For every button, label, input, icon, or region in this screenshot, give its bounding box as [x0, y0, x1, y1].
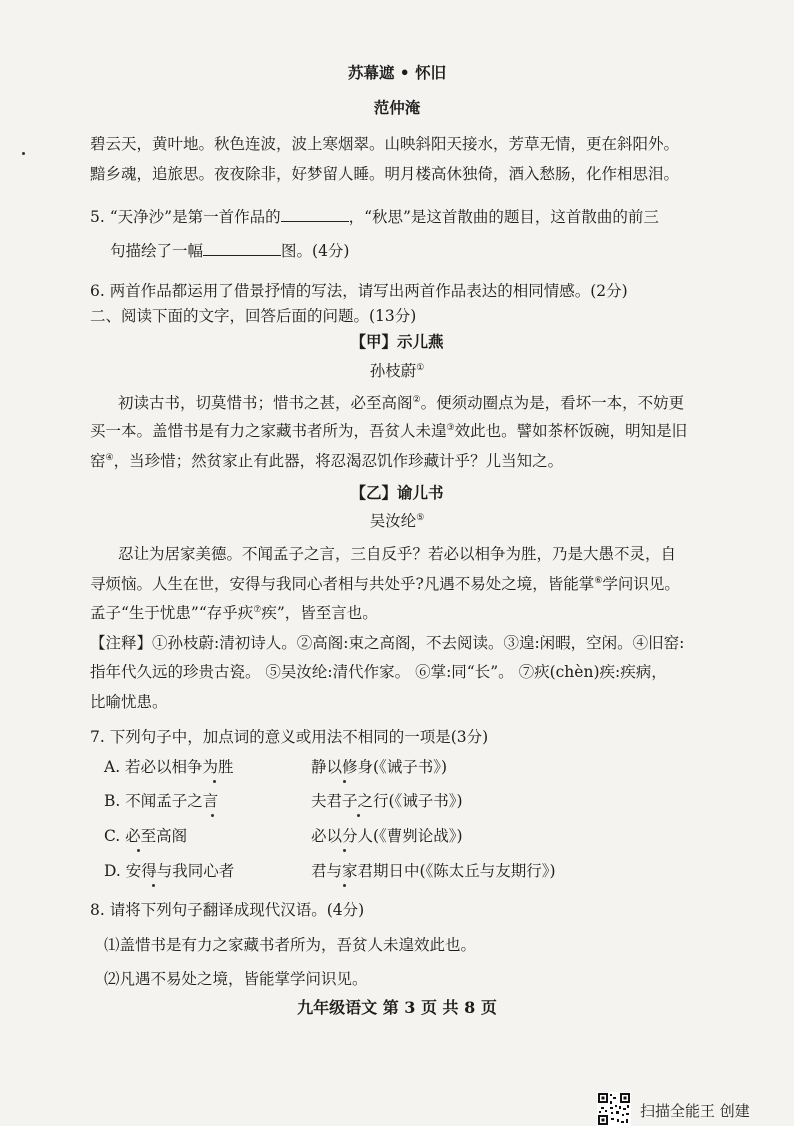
poem-line-1: 碧云天，黄叶地。秋色连波，波上寒烟翠。山映斜阳天接水，芳草无情，更在斜阳外。 [90, 135, 680, 153]
jia-p2-note: ③ [446, 422, 455, 433]
scan-speck [22, 152, 25, 155]
notes-line-1: 【注释】①孙枝蔚:清初诗人。②高阁:束之高阁，不去阅读。③遑:闲暇，空闲。④旧窑: [90, 634, 685, 652]
poem-author: 范仲淹 [373, 98, 421, 117]
q5-text-1: 5. “天净沙”是第一首作品的 [90, 208, 281, 226]
q5-text-3: 句描绘了一幅 [110, 242, 204, 260]
jia-p2-b: 效此也。譬如茶杯饭碗，明知是旧 [454, 422, 688, 440]
jia-paragraph-line-1 [118, 393, 684, 413]
question-5-line-1 [90, 207, 659, 227]
notes-line-2: 指年代久远的珍贵古瓷。 ⑤吴汝纶:清代作家。 ⑥掌:同“长”。 ⑦疢(chèn)疾:疾病， [90, 663, 667, 681]
yi-p2-b: 学问识见。 [602, 575, 680, 593]
question-8-stem: 8. 请将下列句子翻译成现代汉语。(4分) [90, 901, 365, 919]
jia-paragraph-line-2 [90, 421, 687, 441]
emphasis-dot [137, 849, 140, 852]
q7-option-a-compare: 静以修身(《诫子书》) [311, 758, 448, 776]
q5-text-2: ，“秋思”是这首散曲的题目，这首散曲的前三 [348, 208, 659, 226]
passage-jia-title: 【甲】示儿燕 [350, 332, 444, 351]
jia-author-note: ① [416, 362, 425, 373]
qr-code-icon [597, 1092, 631, 1126]
q7-option-d-label[interactable]: D. 安得与我同心者 [104, 862, 235, 880]
jia-p1-a: 初读古书，切莫惜书；惜书之甚，必至高阁 [118, 394, 413, 412]
yi-p2-note: ⑥ [594, 575, 603, 586]
question-5-line-2 [110, 241, 349, 261]
jia-p3-note: ④ [105, 452, 114, 463]
yi-paragraph-line-1: 忍让为居家美德。不闻孟子之言，三自反乎？若必以相争为胜，乃是大愚不灵，自 [118, 545, 677, 563]
yi-p2-a: 寻烦恼。人生在世，安得与我同心者相与共处乎?凡遇不易处之境，皆能掌 [90, 575, 595, 593]
q5-text-4: 图。(4分) [281, 242, 350, 260]
passage-jia-author [0, 361, 794, 381]
q7-option-c-compare: 必以分人(《曹刿论战》) [311, 827, 463, 845]
emphasis-dot [213, 780, 216, 783]
emphasis-dot [343, 780, 346, 783]
jia-p1-note: ② [412, 394, 421, 405]
emphasis-dot [211, 814, 214, 817]
yi-author-note: ⑤ [416, 512, 425, 523]
scanner-watermark: 扫描全能王 创建 [640, 1102, 750, 1120]
jia-p3-a: 窑 [90, 452, 106, 470]
question-6: 6. 两首作品都运用了借景抒情的写法，请写出两首作品表达的相同情感。(2分) [90, 282, 628, 300]
section-2-heading: 二、阅读下面的文字，回答后面的问题。(13分) [90, 307, 417, 325]
yi-author-name: 吴汝纶 [369, 512, 417, 530]
emphasis-dot [343, 884, 346, 887]
yi-paragraph-line-3 [90, 603, 378, 623]
q7-option-c-label[interactable]: C. 必至高阁 [104, 827, 188, 845]
q8-sentence-1: ⑴盖惜书是有力之家藏书者所为，吾贫人未遑效此也。 [104, 936, 477, 954]
notes-line-3: 比喻忧患。 [90, 693, 168, 711]
yi-p3-a: 孟子“生于忧患”“存乎疢 [90, 604, 254, 622]
q5-blank-2[interactable] [203, 241, 281, 256]
passage-yi-title: 【乙】谕儿书 [350, 483, 444, 502]
jia-p2-a: 买一本。盖惜书是有力之家藏书者所为，吾贫人未遑 [90, 422, 447, 440]
poem-line-2: 黯乡魂，追旅思。夜夜除非，好梦留人睡。明月楼高休独倚，酒入愁肠，化作相思泪。 [90, 165, 680, 183]
emphasis-dot [343, 849, 346, 852]
yi-paragraph-line-2 [90, 574, 680, 594]
q5-blank-1[interactable] [281, 207, 349, 222]
q8-sentence-2: ⑵凡遇不易处之境，皆能掌学问识见。 [104, 970, 368, 988]
yi-p3-note: ⑦ [253, 604, 262, 615]
jia-author-name: 孙枝蔚 [369, 362, 417, 380]
passage-yi-author [0, 511, 794, 531]
q7-option-b-label[interactable]: B. 不闻孟子之言 [104, 792, 219, 810]
emphasis-dot [152, 884, 155, 887]
poem-title: 苏幕遮 • 怀旧 [347, 63, 447, 82]
question-7-stem: 7. 下列句子中，加点词的意义或用法不相同的一项是(3分) [90, 728, 489, 746]
yi-p3-b: 疾”，皆至言也。 [261, 604, 378, 622]
jia-paragraph-line-3 [90, 451, 563, 471]
page-footer: 九年级语文 第 3 页 共 8 页 [297, 998, 497, 1017]
jia-p3-b: ，当珍惜；然贫家止有此器，将忍渴忍饥作珍藏计乎？儿当知之。 [113, 452, 564, 470]
emphasis-dot [357, 814, 360, 817]
q7-option-d-compare: 君与家君期日中(《陈太丘与友期行》) [311, 862, 556, 880]
jia-p1-b: 。便须动圈点为是，看坏一本，不妨更 [420, 394, 685, 412]
q7-option-b-compare: 夫君子之行(《诫子书》) [311, 792, 463, 810]
q7-option-a-label[interactable]: A. 若必以相争为胜 [104, 758, 234, 776]
